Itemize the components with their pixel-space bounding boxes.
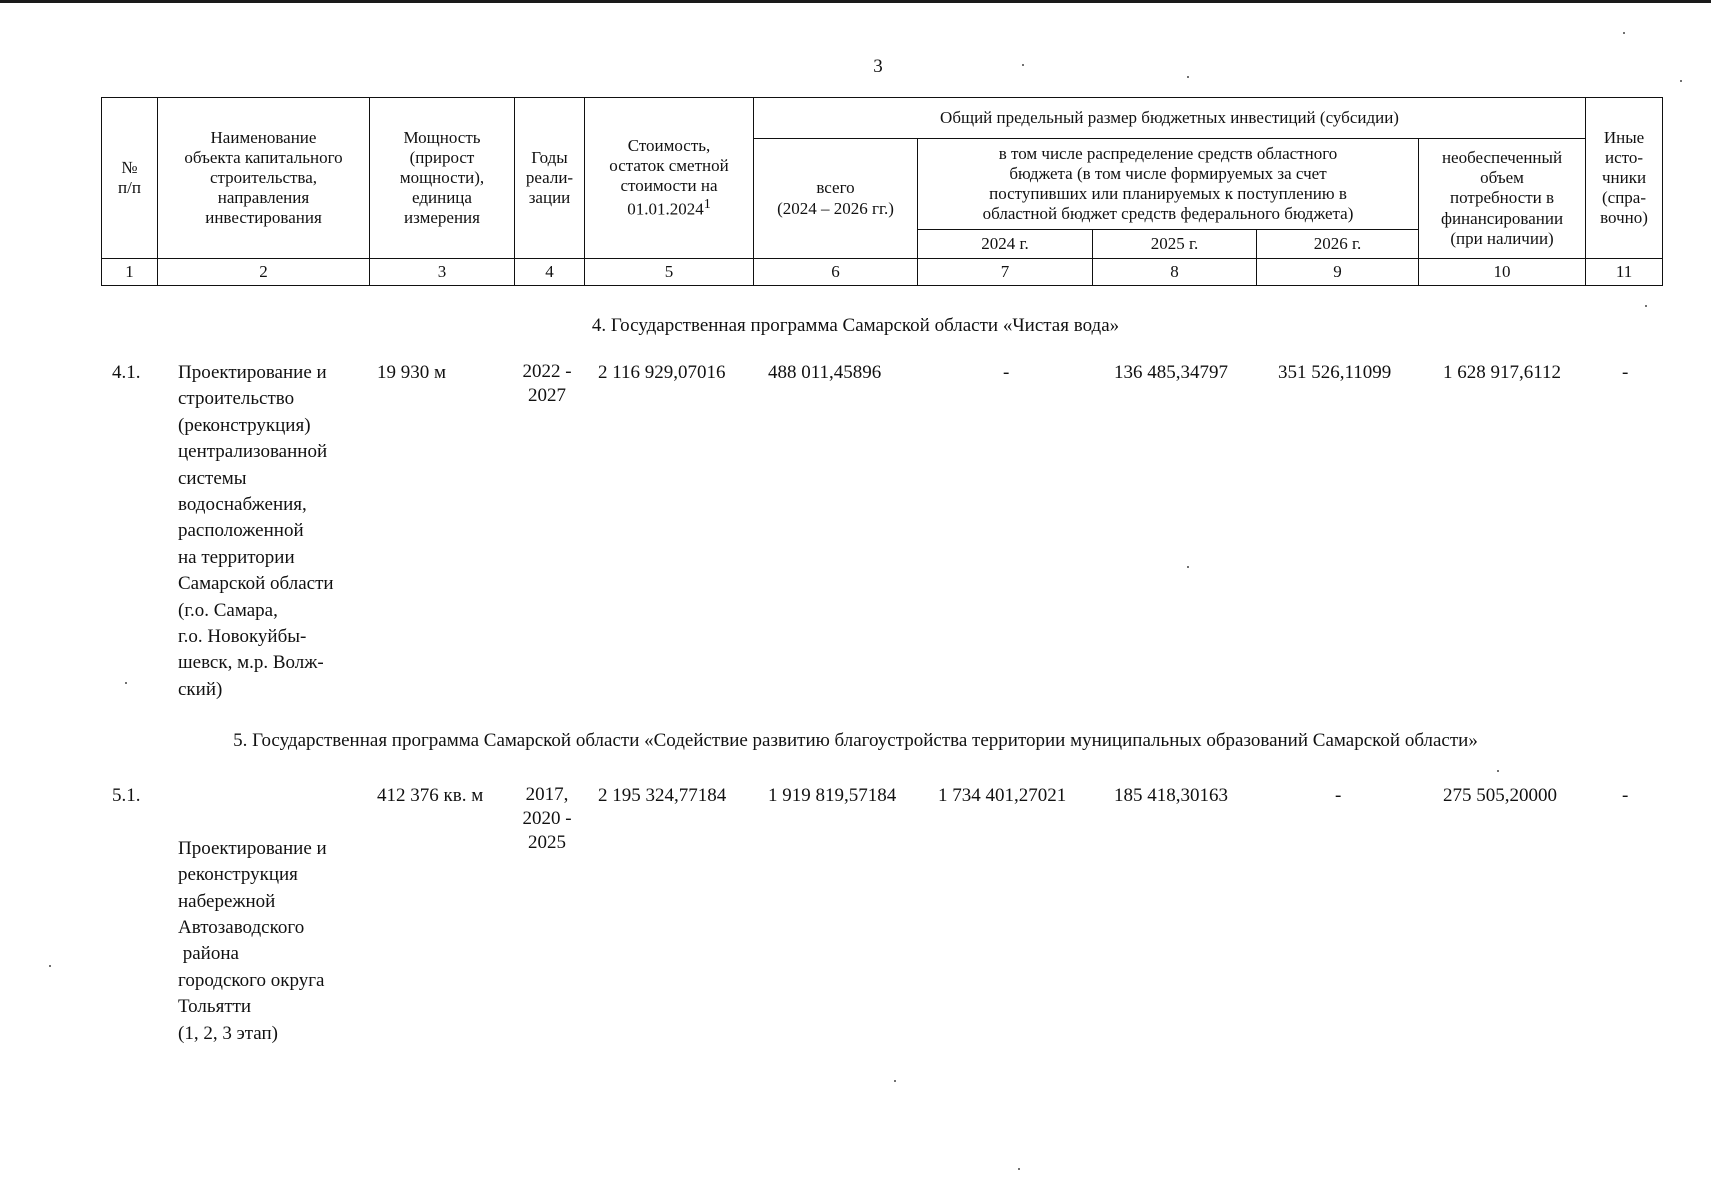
budget-table-header (101, 97, 1663, 286)
section-title-clean-water: 4. Государственная программа Самарской области «Чистая вода» (591, 315, 1120, 336)
cost-value: 2 195 324,77184 (598, 785, 727, 806)
header-budget-group: Общий предельный размер бюджетных инвестиций (субсидии) (754, 98, 1586, 139)
column-number: 11 (1586, 259, 1663, 286)
header-object-name: Наименование объекта капитального строительства, направления инвестирования (158, 98, 370, 259)
scan-speck (894, 1080, 896, 1082)
scan-speck (125, 682, 127, 684)
header-num: № п/п (102, 98, 158, 259)
capacity-value: 412 376 кв. м (377, 785, 484, 806)
column-number: 1 (102, 259, 158, 286)
header-cost: Стоимость, остаток сметной стоимости на 01.01.2024$^1$ (585, 98, 754, 259)
header-year-2026: 2026 г. (1257, 230, 1419, 259)
scan-top-edge (0, 0, 1711, 3)
total-value: 488 011,45896 (768, 362, 882, 383)
column-number: 2 (158, 259, 370, 286)
header-year-2025: 2025 г. (1093, 230, 1257, 259)
scan-speck (1680, 80, 1682, 82)
column-number: 3 (370, 259, 515, 286)
year-2024-value: 1 734 401,27021 (938, 785, 1067, 806)
year-2026-value: - (1335, 785, 1342, 806)
scan-speck (49, 965, 51, 967)
total-value: 1 919 819,57184 (768, 785, 897, 806)
row-number: 5.1. (112, 785, 141, 806)
header-cost-date: 01.01.2024 (627, 199, 704, 219)
column-number: 6 (754, 259, 918, 286)
header-year-2024: 2024 г. (918, 230, 1093, 259)
object-name: Проектирование и реконструкция набережной Автозаводского района городского округа Тольятти (1, 2, 3 этап) (178, 837, 327, 1044)
header-other-sources: Иные исто- чники (спра- вочно) (1586, 98, 1663, 259)
header-years: Годы реали- зации (515, 98, 585, 259)
column-number: 5 (585, 259, 754, 286)
footnote-marker: 1 (703, 196, 711, 213)
object-name: Проектирование и строительство (реконструкция) централизованной системы водоснабжения, расположенной на территории Самарской области (г.о. Самара, г.о. Новокуйбы- шевск, м.р. Волж- ский) (178, 362, 334, 700)
column-number: 7 (918, 259, 1093, 286)
scan-speck (1623, 32, 1625, 34)
row-number: 4.1. (112, 362, 141, 383)
capacity-value: 19 930 м (377, 362, 447, 383)
year-2025-value: 136 485,34797 (1114, 362, 1228, 383)
scan-speck (1022, 64, 1024, 66)
scan-speck (1018, 1168, 1020, 1170)
year-2025-value: 185 418,30163 (1114, 785, 1228, 806)
header-unfunded: необеспеченный объем потребности в финансировании (при наличии) (1419, 139, 1586, 259)
implementation-years: 2022 - 2027 (522, 361, 572, 406)
other-sources-value: - (1622, 362, 1629, 383)
header-total: всего (2024 – 2026 гг.) (754, 139, 918, 259)
column-numbers-row (102, 259, 1663, 286)
implementation-years: 2017, 2020 - 2025 (522, 784, 572, 853)
unfunded-value: 275 505,20000 (1443, 785, 1557, 806)
other-sources-value: - (1622, 785, 1629, 806)
unfunded-value: 1 628 917,6112 (1443, 362, 1562, 383)
scan-speck (1645, 305, 1647, 307)
column-number: 10 (1419, 259, 1586, 286)
column-number: 8 (1093, 259, 1257, 286)
year-2024-value: - (1003, 362, 1010, 383)
column-number: 4 (515, 259, 585, 286)
cost-value: 2 116 929,07016 (598, 362, 726, 383)
header-regional-distribution: в том числе распределение средств областного бюджета (в том числе формируемых за счет поступивших или планируемых к поступлению в областной бюджет средств федерального бюджета) (918, 139, 1419, 230)
section-title-landscaping: 5. Государственная программа Самарской области «Содействие развитию благоустройства территории муниципальных образований Самарской области» (233, 730, 1478, 751)
year-2026-value: 351 526,11099 (1278, 362, 1392, 383)
scan-speck (1187, 566, 1189, 568)
scan-speck (1497, 770, 1499, 772)
scan-speck (1187, 76, 1189, 78)
page-number: 3 (873, 56, 883, 77)
column-number: 9 (1257, 259, 1419, 286)
header-capacity: Мощность (прирост мощности), единица измерения (370, 98, 515, 259)
